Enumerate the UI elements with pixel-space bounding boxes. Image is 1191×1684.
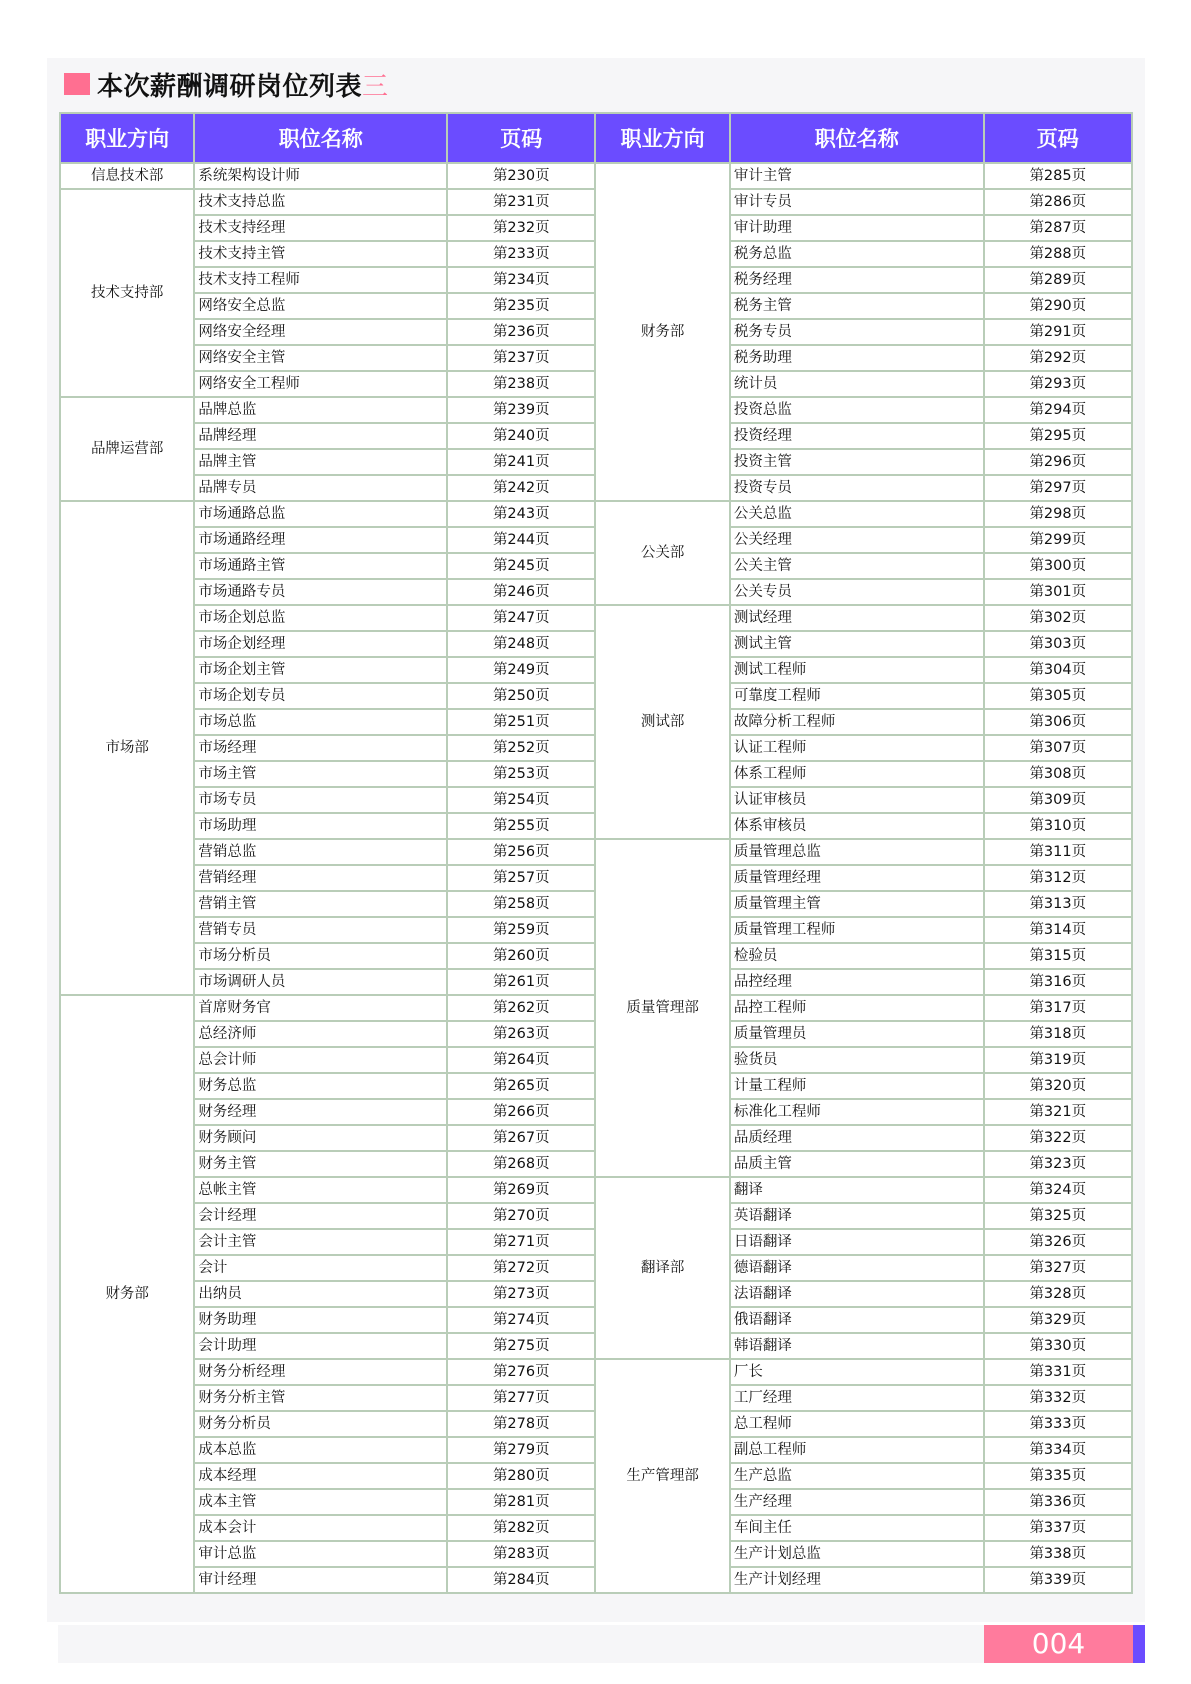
position-cell: 生产总监 bbox=[730, 1463, 984, 1489]
position-cell: 可靠度工程师 bbox=[730, 683, 984, 709]
page-cell: 第284页 bbox=[447, 1567, 595, 1593]
position-cell: 质量管理工程师 bbox=[730, 917, 984, 943]
position-cell: 出纳员 bbox=[194, 1281, 447, 1307]
position-cell: 市场经理 bbox=[194, 735, 447, 761]
position-cell: 英语翻译 bbox=[730, 1203, 984, 1229]
position-cell: 公关专员 bbox=[730, 579, 984, 605]
page-cell: 第300页 bbox=[984, 553, 1132, 579]
table-row bbox=[60, 501, 1132, 527]
page-cell: 第276页 bbox=[447, 1359, 595, 1385]
position-cell: 工厂经理 bbox=[730, 1385, 984, 1411]
page-cell: 第306页 bbox=[984, 709, 1132, 735]
page-cell: 第336页 bbox=[984, 1489, 1132, 1515]
position-cell: 财务总监 bbox=[194, 1073, 447, 1099]
position-cell: 审计助理 bbox=[730, 215, 984, 241]
page-cell: 第269页 bbox=[447, 1177, 595, 1203]
page-cell: 第297页 bbox=[984, 475, 1132, 501]
position-cell: 财务分析经理 bbox=[194, 1359, 447, 1385]
position-cell: 市场企划专员 bbox=[194, 683, 447, 709]
position-cell: 营销总监 bbox=[194, 839, 447, 865]
position-cell: 审计经理 bbox=[194, 1567, 447, 1593]
dept-cell: 品牌运营部 bbox=[60, 397, 194, 501]
page-cell: 第275页 bbox=[447, 1333, 595, 1359]
page-cell: 第240页 bbox=[447, 423, 595, 449]
position-cell: 会计主管 bbox=[194, 1229, 447, 1255]
page-cell: 第252页 bbox=[447, 735, 595, 761]
position-cell: 税务专员 bbox=[730, 319, 984, 345]
page-cell: 第337页 bbox=[984, 1515, 1132, 1541]
page-cell: 第324页 bbox=[984, 1177, 1132, 1203]
title-text: 本次薪酬调研岗位列表 bbox=[97, 71, 363, 102]
page-cell: 第234页 bbox=[447, 267, 595, 293]
table-row bbox=[60, 1359, 1132, 1385]
page-cell: 第232页 bbox=[447, 215, 595, 241]
table-row bbox=[60, 605, 1132, 631]
page-cell: 第310页 bbox=[984, 813, 1132, 839]
position-cell: 品控工程师 bbox=[730, 995, 984, 1021]
page-cell: 第255页 bbox=[447, 813, 595, 839]
position-cell: 品控经理 bbox=[730, 969, 984, 995]
page-cell: 第251页 bbox=[447, 709, 595, 735]
page-cell: 第260页 bbox=[447, 943, 595, 969]
position-cell: 认证工程师 bbox=[730, 735, 984, 761]
position-cell: 审计主管 bbox=[730, 163, 984, 189]
page-cell: 第256页 bbox=[447, 839, 595, 865]
position-cell: 技术支持总监 bbox=[194, 189, 447, 215]
position-cell: 总经济师 bbox=[194, 1021, 447, 1047]
page-cell: 第320页 bbox=[984, 1073, 1132, 1099]
position-cell: 总工程师 bbox=[730, 1411, 984, 1437]
table-row bbox=[60, 839, 1132, 865]
position-cell: 市场助理 bbox=[194, 813, 447, 839]
dept-cell: 财务部 bbox=[60, 995, 194, 1593]
page-cell: 第236页 bbox=[447, 319, 595, 345]
page-cell: 第249页 bbox=[447, 657, 595, 683]
position-cell: 成本会计 bbox=[194, 1515, 447, 1541]
position-cell: 认证审核员 bbox=[730, 787, 984, 813]
position-cell: 财务分析员 bbox=[194, 1411, 447, 1437]
position-cell: 厂长 bbox=[730, 1359, 984, 1385]
position-cell: 体系审核员 bbox=[730, 813, 984, 839]
position-cell: 市场分析员 bbox=[194, 943, 447, 969]
page-cell: 第238页 bbox=[447, 371, 595, 397]
position-cell: 财务顾问 bbox=[194, 1125, 447, 1151]
page-cell: 第332页 bbox=[984, 1385, 1132, 1411]
page-cell: 第267页 bbox=[447, 1125, 595, 1151]
page-cell: 第281页 bbox=[447, 1489, 595, 1515]
page-cell: 第278页 bbox=[447, 1411, 595, 1437]
position-cell: 网络安全工程师 bbox=[194, 371, 447, 397]
position-cell: 市场企划主管 bbox=[194, 657, 447, 683]
position-cell: 投资总监 bbox=[730, 397, 984, 423]
page-cell: 第298页 bbox=[984, 501, 1132, 527]
page-cell: 第335页 bbox=[984, 1463, 1132, 1489]
position-cell: 市场调研人员 bbox=[194, 969, 447, 995]
position-cell: 成本经理 bbox=[194, 1463, 447, 1489]
position-cell: 品牌专员 bbox=[194, 475, 447, 501]
position-cell: 市场主管 bbox=[194, 761, 447, 787]
position-cell: 生产计划总监 bbox=[730, 1541, 984, 1567]
page-cell: 第237页 bbox=[447, 345, 595, 371]
page-cell: 第272页 bbox=[447, 1255, 595, 1281]
page-cell: 第241页 bbox=[447, 449, 595, 475]
page-cell: 第277页 bbox=[447, 1385, 595, 1411]
page-cell: 第322页 bbox=[984, 1125, 1132, 1151]
position-cell: 税务主管 bbox=[730, 293, 984, 319]
page-cell: 第326页 bbox=[984, 1229, 1132, 1255]
position-cell: 审计专员 bbox=[730, 189, 984, 215]
header-right-dept: 职业方向 bbox=[595, 113, 729, 163]
title-suffix: 三 bbox=[362, 71, 389, 102]
dept-cell: 财务部 bbox=[595, 163, 729, 501]
page-cell: 第270页 bbox=[447, 1203, 595, 1229]
page-cell: 第279页 bbox=[447, 1437, 595, 1463]
position-cell: 副总工程师 bbox=[730, 1437, 984, 1463]
page-cell: 第328页 bbox=[984, 1281, 1132, 1307]
page-cell: 第329页 bbox=[984, 1307, 1132, 1333]
header-left-page: 页码 bbox=[447, 113, 595, 163]
position-cell: 市场通路经理 bbox=[194, 527, 447, 553]
page-cell: 第288页 bbox=[984, 241, 1132, 267]
position-cell: 公关总监 bbox=[730, 501, 984, 527]
page-cell: 第268页 bbox=[447, 1151, 595, 1177]
position-cell: 市场通路总监 bbox=[194, 501, 447, 527]
position-cell: 市场专员 bbox=[194, 787, 447, 813]
position-cell: 财务经理 bbox=[194, 1099, 447, 1125]
position-cell: 总会计师 bbox=[194, 1047, 447, 1073]
dept-cell: 生产管理部 bbox=[595, 1359, 729, 1593]
table-body bbox=[60, 163, 1132, 1593]
position-cell: 公关经理 bbox=[730, 527, 984, 553]
page-cell: 第323页 bbox=[984, 1151, 1132, 1177]
page-cell: 第263页 bbox=[447, 1021, 595, 1047]
page-cell: 第243页 bbox=[447, 501, 595, 527]
page-badge-accent bbox=[1133, 1625, 1145, 1663]
position-cell: 德语翻译 bbox=[730, 1255, 984, 1281]
page-cell: 第295页 bbox=[984, 423, 1132, 449]
page-cell: 第299页 bbox=[984, 527, 1132, 553]
page-cell: 第253页 bbox=[447, 761, 595, 787]
page-cell: 第311页 bbox=[984, 839, 1132, 865]
position-cell: 质量管理总监 bbox=[730, 839, 984, 865]
page-cell: 第231页 bbox=[447, 189, 595, 215]
page-cell: 第314页 bbox=[984, 917, 1132, 943]
position-cell: 投资经理 bbox=[730, 423, 984, 449]
position-cell: 韩语翻译 bbox=[730, 1333, 984, 1359]
position-cell: 税务总监 bbox=[730, 241, 984, 267]
dept-cell: 市场部 bbox=[60, 501, 194, 995]
dept-cell: 翻译部 bbox=[595, 1177, 729, 1359]
position-cell: 网络安全经理 bbox=[194, 319, 447, 345]
title-marker-icon bbox=[64, 73, 90, 95]
page-cell: 第290页 bbox=[984, 293, 1132, 319]
position-cell: 测试主管 bbox=[730, 631, 984, 657]
position-cell: 翻译 bbox=[730, 1177, 984, 1203]
position-cell: 网络安全主管 bbox=[194, 345, 447, 371]
page-cell: 第318页 bbox=[984, 1021, 1132, 1047]
page-cell: 第294页 bbox=[984, 397, 1132, 423]
table-row bbox=[60, 163, 1132, 189]
position-cell: 财务主管 bbox=[194, 1151, 447, 1177]
page-cell: 第239页 bbox=[447, 397, 595, 423]
position-cell: 品牌经理 bbox=[194, 423, 447, 449]
page-cell: 第309页 bbox=[984, 787, 1132, 813]
position-cell: 营销主管 bbox=[194, 891, 447, 917]
table-row bbox=[60, 1177, 1132, 1203]
dept-cell: 技术支持部 bbox=[60, 189, 194, 397]
page-cell: 第248页 bbox=[447, 631, 595, 657]
page-cell: 第245页 bbox=[447, 553, 595, 579]
header-left-position: 职位名称 bbox=[194, 113, 447, 163]
page-cell: 第271页 bbox=[447, 1229, 595, 1255]
page-cell: 第235页 bbox=[447, 293, 595, 319]
position-cell: 财务分析主管 bbox=[194, 1385, 447, 1411]
page-cell: 第308页 bbox=[984, 761, 1132, 787]
page-cell: 第273页 bbox=[447, 1281, 595, 1307]
page-cell: 第307页 bbox=[984, 735, 1132, 761]
page-cell: 第258页 bbox=[447, 891, 595, 917]
page-cell: 第283页 bbox=[447, 1541, 595, 1567]
position-cell: 体系工程师 bbox=[730, 761, 984, 787]
page-cell: 第325页 bbox=[984, 1203, 1132, 1229]
page-cell: 第259页 bbox=[447, 917, 595, 943]
page-cell: 第266页 bbox=[447, 1099, 595, 1125]
position-cell: 系统架构设计师 bbox=[194, 163, 447, 189]
position-cell: 投资主管 bbox=[730, 449, 984, 475]
page-cell: 第321页 bbox=[984, 1099, 1132, 1125]
position-cell: 质量管理员 bbox=[730, 1021, 984, 1047]
page-cell: 第291页 bbox=[984, 319, 1132, 345]
page-cell: 第242页 bbox=[447, 475, 595, 501]
page-cell: 第246页 bbox=[447, 579, 595, 605]
position-cell: 技术支持主管 bbox=[194, 241, 447, 267]
job-list-table bbox=[59, 112, 1133, 1594]
dept-cell: 质量管理部 bbox=[595, 839, 729, 1177]
position-cell: 质量管理经理 bbox=[730, 865, 984, 891]
dept-cell: 公关部 bbox=[595, 501, 729, 605]
page-cell: 第233页 bbox=[447, 241, 595, 267]
page-title bbox=[64, 66, 388, 102]
position-cell: 验货员 bbox=[730, 1047, 984, 1073]
page-cell: 第247页 bbox=[447, 605, 595, 631]
position-cell: 生产经理 bbox=[730, 1489, 984, 1515]
position-cell: 营销经理 bbox=[194, 865, 447, 891]
position-cell: 标准化工程师 bbox=[730, 1099, 984, 1125]
position-cell: 市场通路主管 bbox=[194, 553, 447, 579]
page-cell: 第302页 bbox=[984, 605, 1132, 631]
position-cell: 审计总监 bbox=[194, 1541, 447, 1567]
position-cell: 品牌主管 bbox=[194, 449, 447, 475]
page-cell: 第264页 bbox=[447, 1047, 595, 1073]
page-cell: 第327页 bbox=[984, 1255, 1132, 1281]
page-number-badge: 004 bbox=[984, 1625, 1133, 1663]
position-cell: 生产计划经理 bbox=[730, 1567, 984, 1593]
position-cell: 车间主任 bbox=[730, 1515, 984, 1541]
position-cell: 测试经理 bbox=[730, 605, 984, 631]
header-right-position: 职位名称 bbox=[730, 113, 984, 163]
position-cell: 市场企划总监 bbox=[194, 605, 447, 631]
position-cell: 法语翻译 bbox=[730, 1281, 984, 1307]
page-cell: 第250页 bbox=[447, 683, 595, 709]
dept-cell: 测试部 bbox=[595, 605, 729, 839]
page-cell: 第317页 bbox=[984, 995, 1132, 1021]
position-cell: 俄语翻译 bbox=[730, 1307, 984, 1333]
position-cell: 成本总监 bbox=[194, 1437, 447, 1463]
page-cell: 第330页 bbox=[984, 1333, 1132, 1359]
header-left-dept: 职业方向 bbox=[60, 113, 194, 163]
dept-cell: 信息技术部 bbox=[60, 163, 194, 189]
position-cell: 品质经理 bbox=[730, 1125, 984, 1151]
page-cell: 第257页 bbox=[447, 865, 595, 891]
page-cell: 第285页 bbox=[984, 163, 1132, 189]
page-cell: 第280页 bbox=[447, 1463, 595, 1489]
position-cell: 品牌总监 bbox=[194, 397, 447, 423]
page-cell: 第316页 bbox=[984, 969, 1132, 995]
position-cell: 税务经理 bbox=[730, 267, 984, 293]
page-cell: 第274页 bbox=[447, 1307, 595, 1333]
page-cell: 第304页 bbox=[984, 657, 1132, 683]
position-cell: 日语翻译 bbox=[730, 1229, 984, 1255]
position-cell: 财务助理 bbox=[194, 1307, 447, 1333]
page-cell: 第282页 bbox=[447, 1515, 595, 1541]
position-cell: 网络安全总监 bbox=[194, 293, 447, 319]
page-cell: 第287页 bbox=[984, 215, 1132, 241]
position-cell: 税务助理 bbox=[730, 345, 984, 371]
position-cell: 技术支持经理 bbox=[194, 215, 447, 241]
page-cell: 第289页 bbox=[984, 267, 1132, 293]
position-cell: 测试工程师 bbox=[730, 657, 984, 683]
page-cell: 第262页 bbox=[447, 995, 595, 1021]
position-cell: 营销专员 bbox=[194, 917, 447, 943]
page-cell: 第313页 bbox=[984, 891, 1132, 917]
page-cell: 第254页 bbox=[447, 787, 595, 813]
page-cell: 第334页 bbox=[984, 1437, 1132, 1463]
page-cell: 第261页 bbox=[447, 969, 595, 995]
position-cell: 故障分析工程师 bbox=[730, 709, 984, 735]
page-cell: 第230页 bbox=[447, 163, 595, 189]
page-cell: 第265页 bbox=[447, 1073, 595, 1099]
position-cell: 技术支持工程师 bbox=[194, 267, 447, 293]
page-cell: 第244页 bbox=[447, 527, 595, 553]
page-cell: 第305页 bbox=[984, 683, 1132, 709]
position-cell: 成本主管 bbox=[194, 1489, 447, 1515]
position-cell: 会计经理 bbox=[194, 1203, 447, 1229]
position-cell: 市场企划经理 bbox=[194, 631, 447, 657]
page-cell: 第312页 bbox=[984, 865, 1132, 891]
position-cell: 会计 bbox=[194, 1255, 447, 1281]
page-cell: 第333页 bbox=[984, 1411, 1132, 1437]
page-cell: 第296页 bbox=[984, 449, 1132, 475]
position-cell: 公关主管 bbox=[730, 553, 984, 579]
position-cell: 首席财务官 bbox=[194, 995, 447, 1021]
page-cell: 第292页 bbox=[984, 345, 1132, 371]
position-cell: 品质主管 bbox=[730, 1151, 984, 1177]
position-cell: 会计助理 bbox=[194, 1333, 447, 1359]
page-cell: 第293页 bbox=[984, 371, 1132, 397]
page-cell: 第331页 bbox=[984, 1359, 1132, 1385]
page-cell: 第319页 bbox=[984, 1047, 1132, 1073]
table-header-row bbox=[60, 113, 1132, 163]
footer-strip bbox=[58, 1625, 984, 1663]
position-cell: 市场通路专员 bbox=[194, 579, 447, 605]
page-cell: 第301页 bbox=[984, 579, 1132, 605]
page-cell: 第339页 bbox=[984, 1567, 1132, 1593]
position-cell: 统计员 bbox=[730, 371, 984, 397]
page-cell: 第338页 bbox=[984, 1541, 1132, 1567]
position-cell: 检验员 bbox=[730, 943, 984, 969]
page-cell: 第303页 bbox=[984, 631, 1132, 657]
page-cell: 第315页 bbox=[984, 943, 1132, 969]
position-cell: 质量管理主管 bbox=[730, 891, 984, 917]
page-cell: 第286页 bbox=[984, 189, 1132, 215]
position-cell: 市场总监 bbox=[194, 709, 447, 735]
position-cell: 总帐主管 bbox=[194, 1177, 447, 1203]
position-cell: 投资专员 bbox=[730, 475, 984, 501]
position-cell: 计量工程师 bbox=[730, 1073, 984, 1099]
header-right-page: 页码 bbox=[984, 113, 1132, 163]
